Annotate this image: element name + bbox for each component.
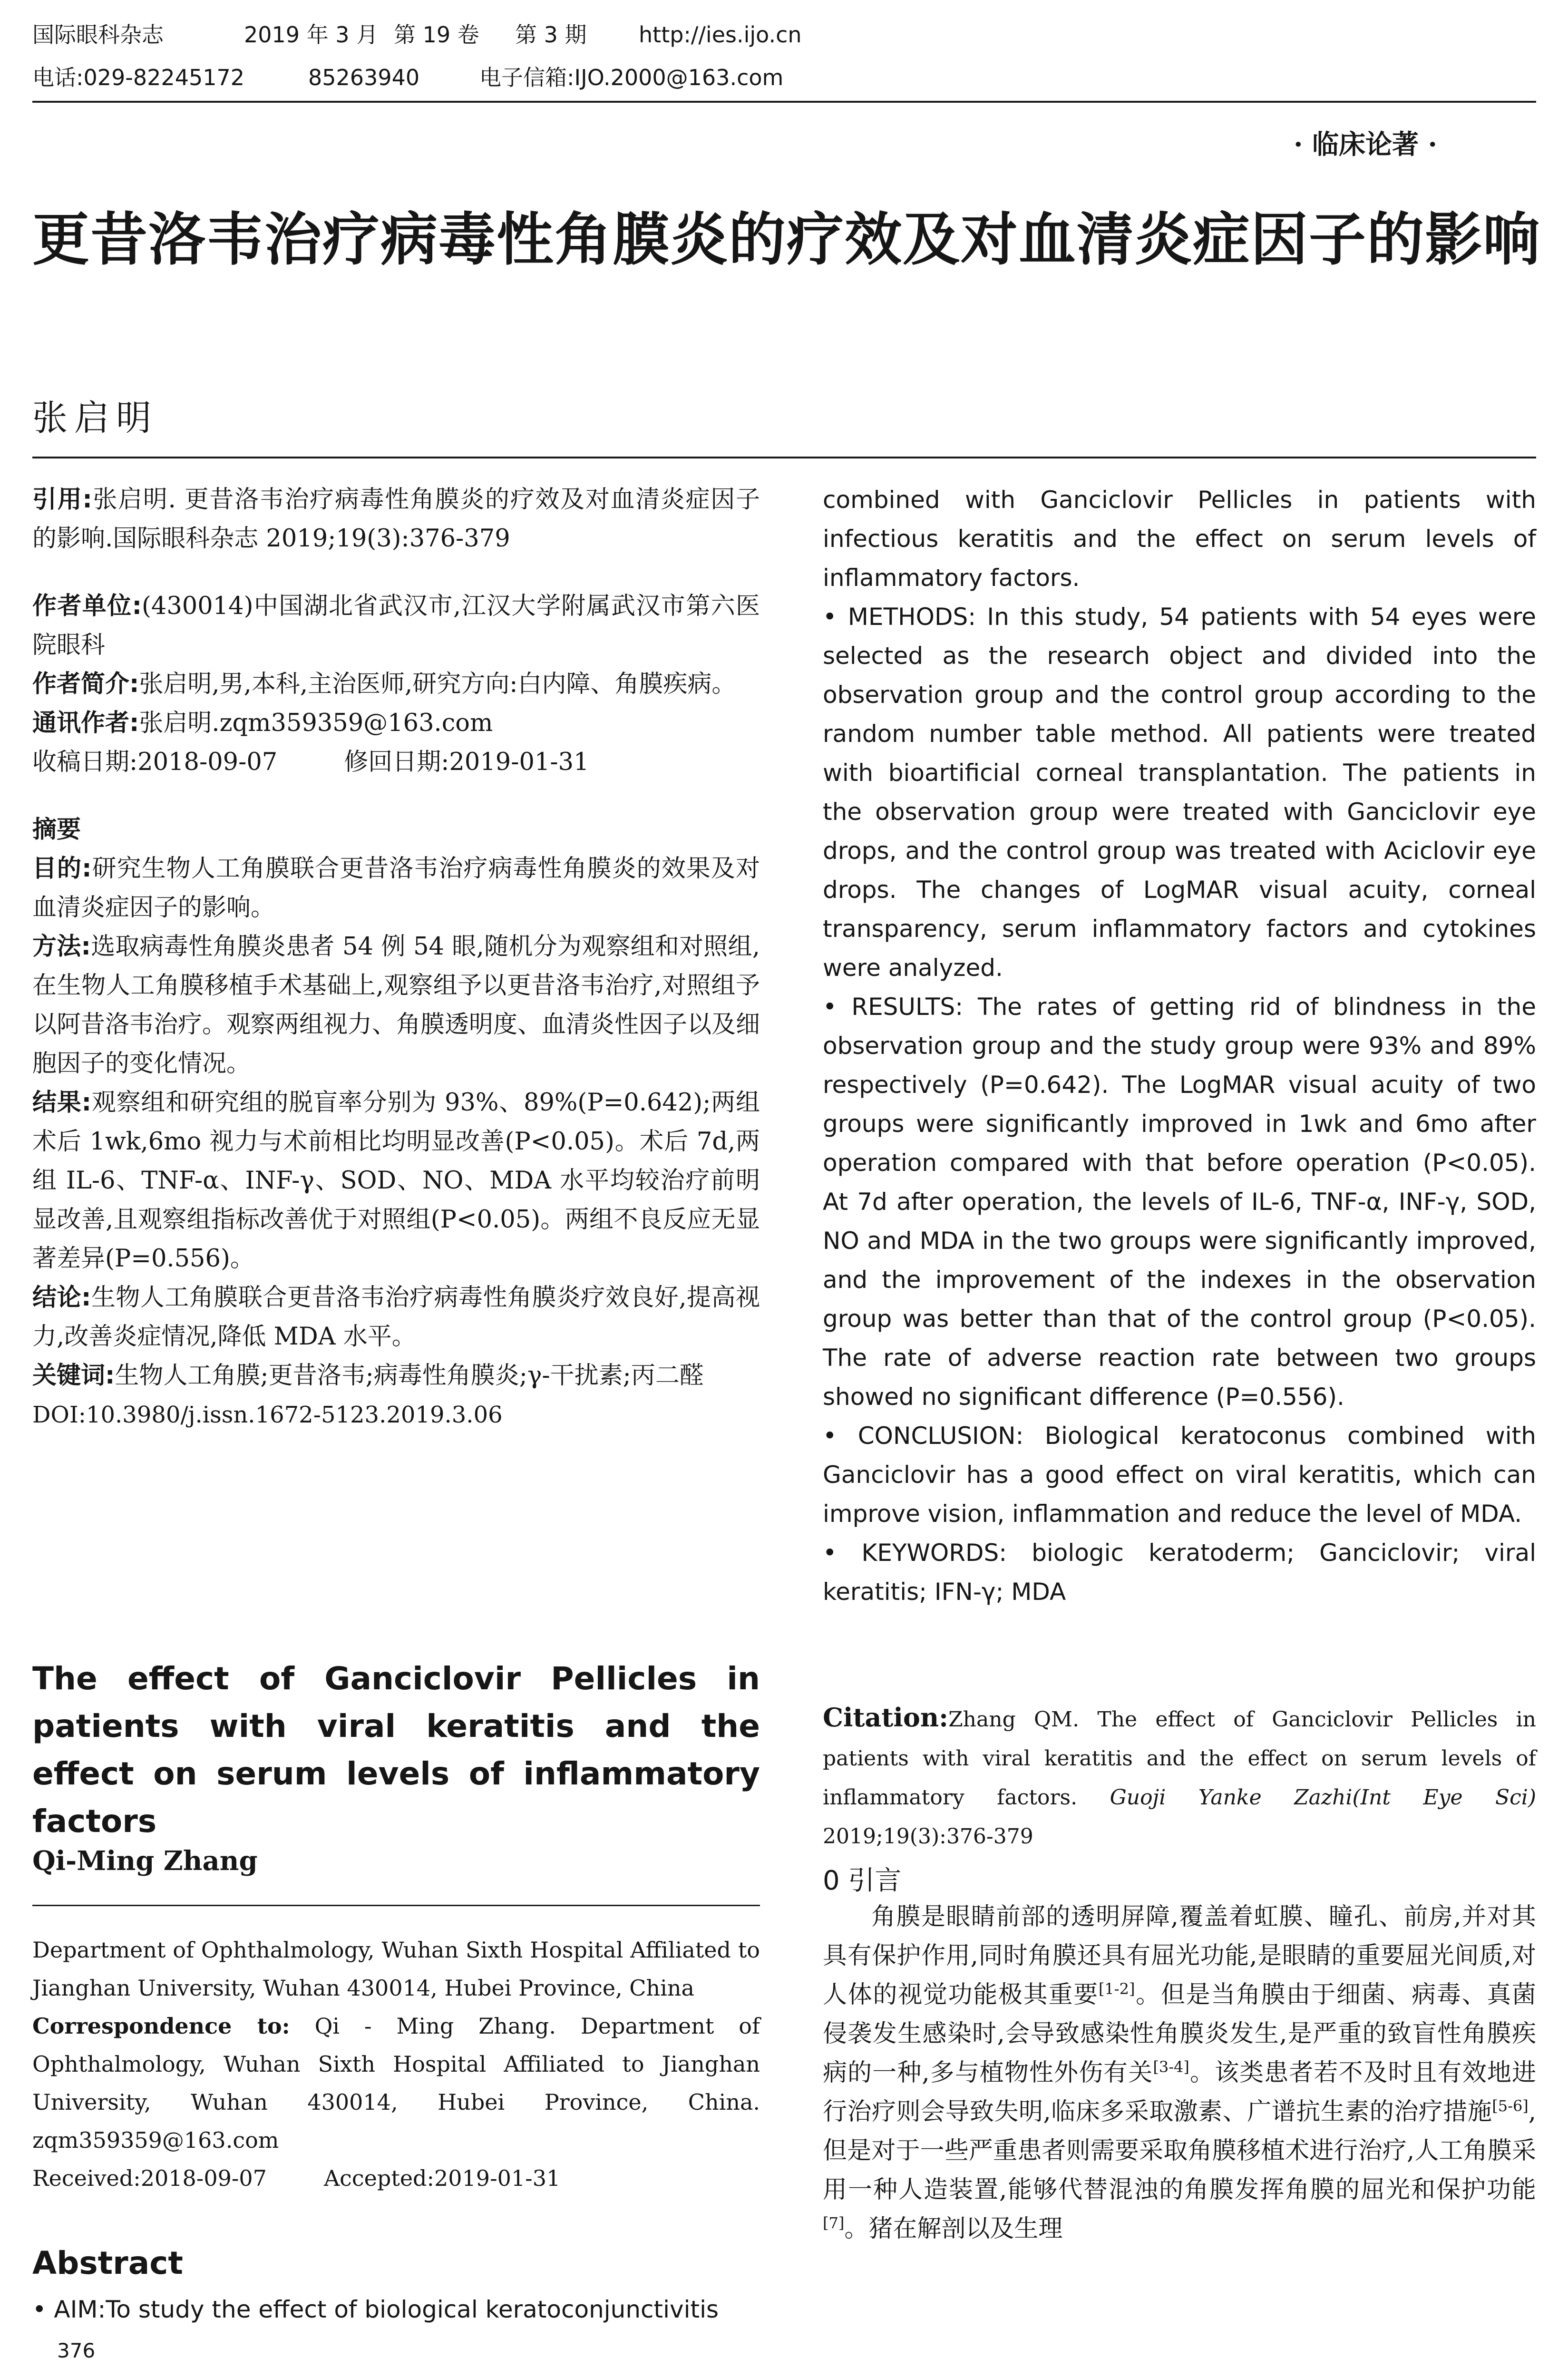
- citation-en-volume: 2019;19(3):376-379: [823, 1824, 1033, 1849]
- dates-cn: [32, 743, 760, 782]
- corresponding-cn-text: 张启明.zqm359359@163.com: [139, 709, 493, 737]
- conclusion-en: [823, 1416, 1536, 1533]
- phone-2: 85263940: [308, 65, 420, 90]
- intro-heading: 0 引言: [823, 1865, 902, 1896]
- method-cn-label: 方法:: [32, 933, 91, 961]
- aim-en-continued: combined with Ganciclovir Pellicles in patients with infectious keratitis and the effect on serum levels of inflammatory factors.: [823, 486, 1536, 592]
- correspondence-en-label: Correspondence to:: [32, 2013, 290, 2039]
- received-cn: 收稿日期:2018-09-07: [32, 748, 278, 776]
- conclusion-en-text: Biological keratoconus combined with Ganciclovir has a good effect on viral keratitis, which can improve vision, inflammation and reduce the level of MDA.: [823, 1422, 1536, 1528]
- author-cn: 张启明: [32, 398, 158, 438]
- results-en-label: • RESULTS:: [823, 993, 964, 1021]
- methods-en: [823, 597, 1536, 987]
- result-cn-label: 结果:: [32, 1089, 91, 1117]
- corresponding-cn: [32, 704, 760, 743]
- intro-paragraph: [823, 1898, 1536, 2249]
- left-column-en: [32, 1931, 760, 2197]
- revised-cn: 修回日期:2019-01-31: [344, 748, 589, 776]
- results-en: [823, 987, 1536, 1416]
- header-rule: [32, 101, 1536, 103]
- result-cn-text: 观察组和研究组的脱盲率分别为 93%、89%(P=0.642);两组术后 1wk,6mo 视力与术前相比均明显改善(P<0.05)。术后 7d,两组 IL-6、TNF-α、INF-γ、SOD、NO、MDA 水平均较治疗前明显改善,且观察组指标改善优于对照组(P<0.05)。两组不良反应无显著差异(P=0.556)。: [32, 1089, 760, 1273]
- doi: DOI:10.3980/j.issn.1672-5123.2019.3.06: [32, 1402, 503, 1428]
- keywords-en: [823, 1533, 1536, 1611]
- issue-date: 2019 年 3 月: [244, 22, 379, 48]
- affiliation-en: Department of Ophthalmology, Wuhan Sixth Hospital Affiliated to Jianghan University, Wuhan 430014, Hubei Province, China: [32, 1937, 760, 2001]
- correspondence-en: [32, 2007, 760, 2159]
- author-bio-cn-label: 作者简介:: [32, 670, 139, 698]
- issue: 第 3 期: [515, 22, 587, 48]
- keywords-cn-text: 生物人工角膜;更昔洛韦;病毒性角膜炎;γ-干扰素;丙二醛: [115, 1362, 704, 1390]
- intro-text-5: 。猪在解剖以及生理: [844, 2215, 1063, 2243]
- methods-en-label: • METHODS:: [823, 603, 976, 631]
- correspondence-en-text: Qi - Ming Zhang. Department of Ophthalmology, Wuhan Sixth Hospital Affiliated to Jianghan University, Wuhan 430014, Hubei Province, China. zqm359359@163.com: [32, 2013, 760, 2153]
- abstract-cn-result: [32, 1083, 760, 1278]
- citation-en-label: Citation:: [823, 1702, 949, 1733]
- abstract-en-heading: Abstract: [32, 2245, 183, 2281]
- aim-cn-label: 目的:: [32, 855, 92, 883]
- keywords-cn-label: 关键词:: [32, 1362, 115, 1390]
- ref-5-6[interactable]: [5-6]: [1492, 2097, 1529, 2115]
- left-column-cn: [32, 480, 760, 1434]
- article-title-cn: 更昔洛韦治疗病毒性角膜炎的疗效及对血清炎症因子的影响: [32, 207, 1541, 273]
- citation-en-text: Zhang QM. The effect of Ganciclovir Pellicles in patients with viral keratitis and the effect on serum levels of inflammatory factors.: [823, 1707, 1536, 1810]
- volume: 第 19 卷: [394, 22, 479, 48]
- section-tag: · 临床论著 ·: [1294, 129, 1437, 160]
- accepted-en: Accepted:2019-01-31: [323, 2165, 561, 2191]
- affiliation-cn-text: (430014)中国湖北省武汉市,江汉大学附属武汉市第六医院眼科: [32, 592, 760, 659]
- author-bio-cn-text: 张启明,男,本科,主治医师,研究方向:白内障、角膜疾病。: [139, 670, 736, 698]
- method-cn-text: 选取病毒性角膜炎患者 54 例 54 眼,随机分为观察组和对照组,在生物人工角膜移植手术基础上,观察组予以更昔洛韦治疗,对照组予以阿昔洛韦治疗。观察两组视力、角膜透明度、血清炎性因子以及细胞因子的变化情况。: [32, 933, 760, 1078]
- phone: 电话:029-82245172: [32, 65, 245, 90]
- page-number: 376: [57, 2339, 96, 2362]
- author-en-rule: [32, 1905, 760, 1906]
- results-en-text: The rates of getting rid of blindness in the observation group and the study group were 93% and 89% respectively (P=0.642). The LogMAR visual acuity of two groups were significantly improved in 1wk and 6mo after operation compared with that before operation (P<0.05). At 7d after operation, the levels of IL-6, TNF-α, INF-γ, SOD, NO and MDA in the two groups were significantly improved, and the improvement of the indexes in the observation group was better than that of the control group (P<0.05). The rate of adverse reaction rate between two groups showed no significant difference (P=0.556).: [823, 993, 1536, 1411]
- methods-en-text: In this study, 54 patients with 54 eyes were selected as the research object and divided into the observation group and the control group according to the random number table method. All patients were treated with bioartificial corneal transplantation. The patients in the observation group were treated with Ganciclovir eye drops, and the control group was treated with Aciclovir eye drops. The changes of LogMAR visual acuity, corneal transparency, serum inflammatory factors and cytokines were analyzed.: [823, 603, 1536, 982]
- intro-text-2: 。但是当角膜由于细菌、病毒、真菌侵袭发生感染时,会导致感染性角膜炎发生,是严重的致盲性角膜疾病的一种,多与植物性外伤有关: [823, 1981, 1536, 2087]
- conclusion-cn-text: 生物人工角膜联合更昔洛韦治疗病毒性角膜炎疗效良好,提高视力,改善炎症情况,降低 MDA 水平。: [32, 1284, 760, 1351]
- intro-text-3: 。该类患者若不及时且有效地进行治疗则会导致失明,临床多采取激素、广谱抗生素的治疗措施: [823, 2059, 1536, 2126]
- corresponding-cn-label: 通讯作者:: [32, 709, 139, 737]
- abstract-cn-heading: 摘要: [32, 816, 81, 844]
- keywords-en-text: biologic keratoderm; Ganciclovir; viral keratitis; IFN-γ; MDA: [823, 1539, 1536, 1606]
- citation-en: [823, 1698, 1536, 1856]
- journal-header-line2: [32, 62, 1535, 93]
- citation-cn-text: 张启明. 更昔洛韦治疗病毒性角膜炎的疗效及对血清炎症因子的影响.国际眼科杂志 2019;19(3):376-379: [32, 486, 760, 553]
- keywords-en-label: • KEYWORDS:: [823, 1539, 1007, 1567]
- ref-3-4[interactable]: [3-4]: [1153, 2058, 1189, 2076]
- ref-7[interactable]: [7]: [823, 2214, 845, 2232]
- author-en: Qi-Ming Zhang: [32, 1845, 258, 1877]
- ref-1-2[interactable]: [1-2]: [1098, 1980, 1135, 1998]
- citation-en-journal: Guoji Yanke Zazhi(Int Eye Sci): [1110, 1785, 1536, 1810]
- received-en: Received:2018-09-07: [32, 2165, 267, 2191]
- author-bio-cn: [32, 665, 760, 704]
- title-rule: [32, 457, 1536, 458]
- conclusion-en-label: • CONCLUSION:: [823, 1422, 1024, 1450]
- keywords-cn: [32, 1356, 760, 1395]
- intro-text-1: 角膜是眼睛前部的透明屏障,覆盖着虹膜、瞳孔、前房,并对其具有保护作用,同时角膜还具有屈光功能,是眼睛的重要屈光间质,对人体的视觉功能极其重要: [823, 1903, 1536, 2009]
- abstract-en-aim-start: • AIM:To study the effect of biological keratoconjunctivitis: [32, 2296, 719, 2323]
- journal-name: 国际眼科杂志: [32, 22, 164, 48]
- affiliation-cn-label: 作者单位:: [32, 592, 142, 620]
- affiliation-cn: [32, 587, 760, 665]
- abstract-cn-method: [32, 927, 760, 1083]
- citation-cn-label: 引用:: [32, 486, 92, 514]
- abstract-cn-aim: [32, 849, 760, 927]
- right-column-abstract: [823, 480, 1536, 1611]
- journal-url[interactable]: http://ies.ijo.cn: [639, 22, 802, 48]
- email: 电子信箱:IJO.2000@163.com: [479, 65, 784, 90]
- dates-en: [32, 2159, 760, 2197]
- intro-text-4: ,但是对于一些严重患者则需要采取角膜移植术进行治疗,人工角膜采用一种人造装置,能够代替混浊的角膜发挥角膜的屈光和保护功能: [823, 2098, 1536, 2204]
- conclusion-cn-label: 结论:: [32, 1284, 91, 1312]
- abstract-cn-conclusion: [32, 1278, 760, 1356]
- journal-header-line1: [32, 19, 1535, 50]
- article-title-en: The effect of Ganciclovir Pellicles in patients with viral keratitis and the effect on serum levels of inflammatory factors: [32, 1660, 760, 1840]
- citation-cn: [32, 480, 760, 558]
- aim-cn-text: 研究生物人工角膜联合更昔洛韦治疗病毒性角膜炎的效果及对血清炎症因子的影响。: [32, 855, 760, 922]
